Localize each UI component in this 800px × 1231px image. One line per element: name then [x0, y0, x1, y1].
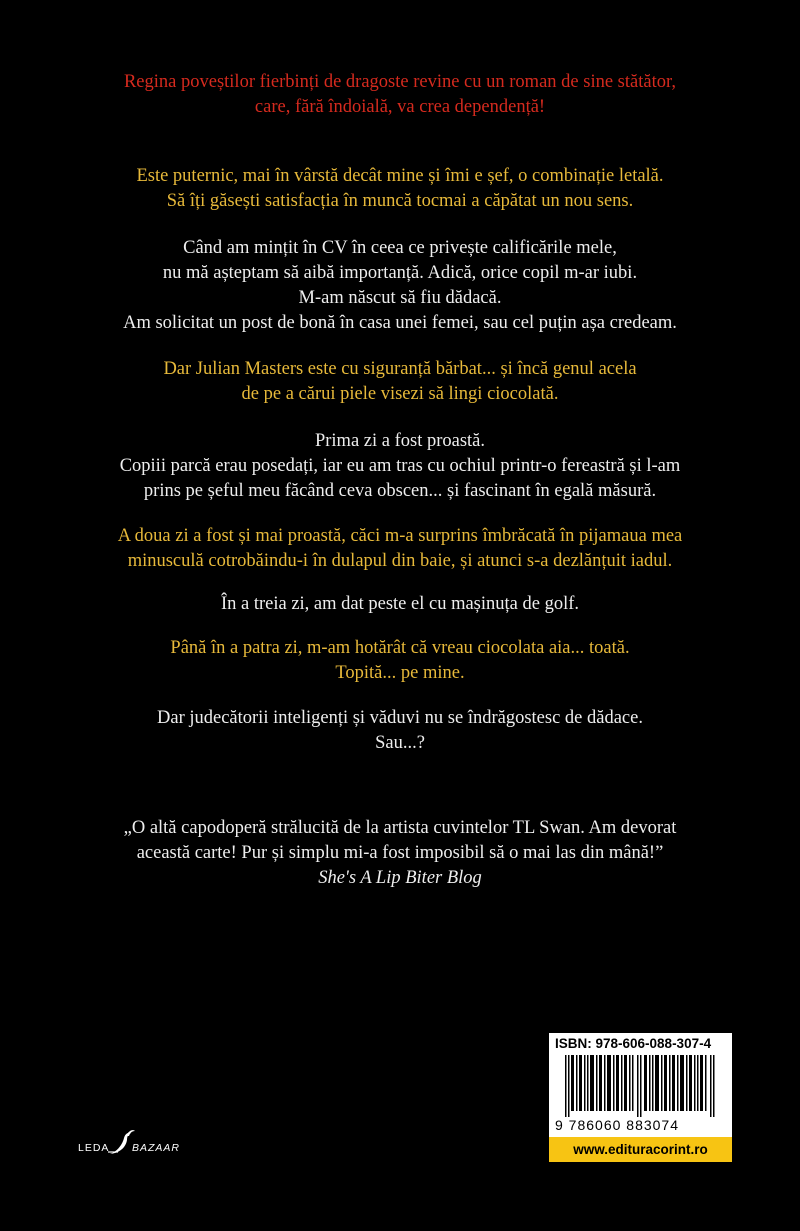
- blurb-line: M-am născut să fiu dădacă.: [298, 288, 502, 308]
- blurb-line: Am solicitat un post de bonă în casa unei femei, sau cel puțin așa credeam.: [123, 313, 677, 333]
- blurb-line: Dar judecătorii inteligenți și văduvi nu se îndrăgostesc de dădace.: [157, 708, 643, 728]
- blurb-paragraph-5: [40, 524, 760, 574]
- blurb-paragraph-2: [40, 236, 760, 336]
- tagline: [40, 70, 760, 120]
- blurb-line: nu mă așteptam să aibă importanță. Adică, orice copil m-ar iubi.: [162, 263, 638, 283]
- blurb-line: Sau...?: [375, 733, 425, 753]
- blurb-line: Copiii parcă erau posedați, iar eu am tras cu ochiul printr-o fereastră și l-am: [119, 456, 681, 476]
- blurb-line: Până în a patra zi, m-am hotărât că vreau ciocolata aia... toată.: [170, 638, 630, 658]
- blurb-paragraph-6: [40, 592, 760, 617]
- tagline-line: Regina poveștilor fierbinți de dragoste revine cu un roman de sine stătător,: [123, 72, 677, 92]
- blurb-paragraph-8: [40, 706, 760, 756]
- barcode-digits: 9 786060 883074: [555, 1117, 679, 1133]
- blurb-paragraph-3: [40, 357, 760, 407]
- blurb-line: Este puternic, mai în vârstă decât mine și îmi e șef, o combinație letală.: [136, 166, 664, 186]
- review-line: această carte! Pur și simplu mi-a fost imposibil să o mai las din mână!”: [136, 843, 664, 863]
- blurb-paragraph-4: [40, 429, 760, 504]
- blurb-line: de pe a cărui piele visezi să lingi ciocolată.: [241, 384, 559, 404]
- barcode-label: [549, 1033, 732, 1162]
- blurb-line: Topită... pe mine.: [335, 663, 465, 683]
- isbn-text: ISBN: 978-606-088-307-4: [555, 1036, 712, 1051]
- blurb-line: Când am mințit în CV în ceea ce privește calificările mele,: [183, 238, 617, 258]
- publisher-name-left: LEDA: [78, 1142, 110, 1154]
- barcode-icon: [565, 1055, 717, 1117]
- publisher-name-right: BAZAAR: [132, 1142, 181, 1154]
- blurb-line: Dar Julian Masters este cu siguranță bărbat... și încă genul acela: [163, 359, 637, 379]
- blurb-line: minusculă cotrobăindu-i în dulapul din baie, și atunci s-a dezlănțuit iadul.: [127, 551, 673, 571]
- blurb-line: În a treia zi, am dat peste el cu mașinuța de golf.: [220, 594, 580, 614]
- blurb-paragraph-1: [40, 164, 760, 214]
- blurb-line: Să îți găsești satisfacția în muncă tocmai a căpătat un nou sens.: [166, 191, 634, 211]
- review-source: She's A Lip Biter Blog: [318, 868, 482, 888]
- publisher-website: www.edituracorint.ro: [549, 1137, 732, 1162]
- blurb-line: prins pe șeful meu făcând ceva obscen... și fascinant în egală măsură.: [143, 481, 657, 501]
- tagline-line: care, fără îndoială, va crea dependență!: [254, 97, 546, 117]
- blurb-paragraph-7: [40, 636, 760, 686]
- review-line: „O altă capodoperă strălucită de la artista cuvintelor TL Swan. Am devorat: [123, 818, 677, 838]
- review-quote: [40, 816, 760, 891]
- publisher-logo: [78, 1128, 188, 1164]
- blurb-line: A doua zi a fost și mai proastă, căci m-a surprins îmbrăcată în pijamaua mea: [117, 526, 683, 546]
- blurb-line: Prima zi a fost proastă.: [314, 431, 486, 451]
